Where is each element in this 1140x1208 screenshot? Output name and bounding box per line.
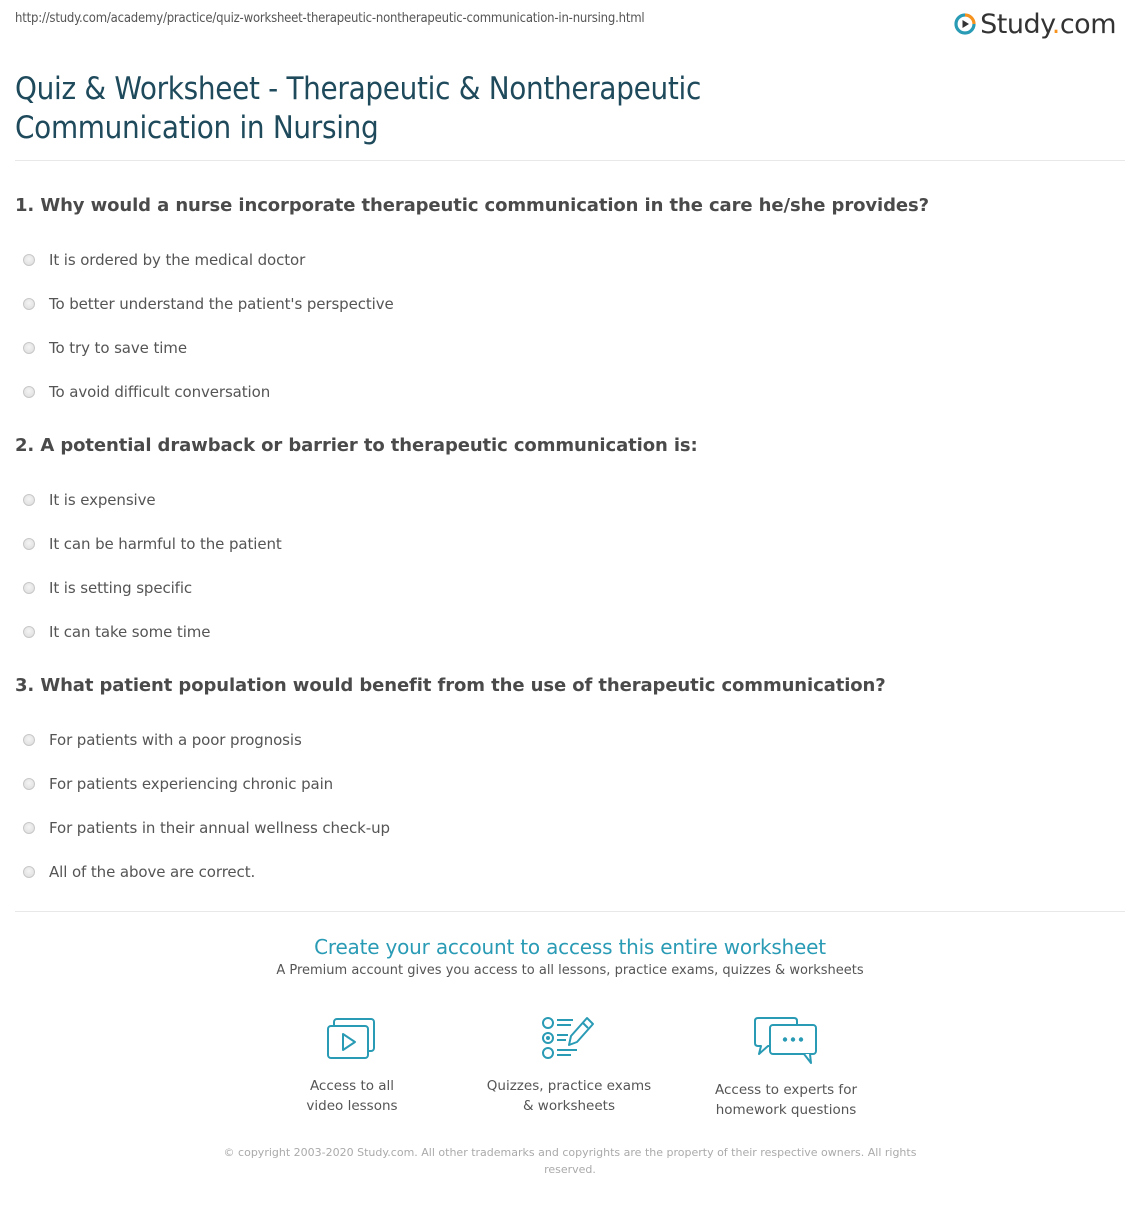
feature-label: Access to all video lessons: [306, 1078, 398, 1114]
feature-video-lessons: [252, 1016, 452, 1116]
choice-list: [15, 478, 1125, 654]
question-text: 2. A potential drawback or barrier to therapeutic communication is:: [15, 435, 698, 456]
answer-choice[interactable]: [15, 522, 1125, 566]
questions-divider: [15, 911, 1125, 912]
radio-button[interactable]: [23, 626, 35, 638]
answer-choice[interactable]: [15, 850, 1125, 894]
radio-button[interactable]: [23, 778, 35, 790]
radio-button[interactable]: [23, 254, 35, 266]
radio-button[interactable]: [23, 866, 35, 878]
answer-choice[interactable]: [15, 610, 1125, 654]
create-account-link[interactable]: Create your account to access this entire worksheet: [314, 935, 826, 959]
choice-label: All of the above are correct.: [49, 863, 256, 881]
logo-text-main: Study: [980, 8, 1052, 40]
radio-button[interactable]: [23, 494, 35, 506]
title-divider: [15, 160, 1125, 161]
radio-button[interactable]: [23, 298, 35, 310]
radio-button[interactable]: [23, 822, 35, 834]
create-account-section: [0, 935, 1140, 978]
answer-choice[interactable]: [15, 762, 1125, 806]
choice-label: It can be harmful to the patient: [49, 535, 282, 553]
choice-label: To try to save time: [49, 339, 187, 357]
logo-text-dot: .: [1051, 8, 1060, 40]
answer-choice[interactable]: [15, 238, 1125, 282]
premium-description: A Premium account gives you access to all lessons, practice exams, quizzes & worksheets: [276, 963, 864, 978]
choice-label: To avoid difficult conversation: [49, 383, 271, 401]
radio-button[interactable]: [23, 386, 35, 398]
page-url: http://study.com/academy/practice/quiz-worksheet-therapeutic-nontherapeutic-communication-in-nursing.html: [15, 11, 645, 26]
question-text: 1. Why would a nurse incorporate therapeutic communication in the care he/she provides?: [15, 195, 929, 216]
choice-label: For patients experiencing chronic pain: [49, 775, 334, 793]
answer-choice[interactable]: [15, 478, 1125, 522]
chat-bubbles-icon: [754, 1016, 818, 1066]
logo-text: [980, 9, 1116, 40]
radio-button[interactable]: [23, 342, 35, 354]
radio-button[interactable]: [23, 734, 35, 746]
feature-quizzes: [469, 1016, 669, 1116]
choice-label: For patients with a poor prognosis: [49, 731, 302, 749]
feature-label: Quizzes, practice exams & worksheets: [486, 1078, 652, 1114]
radio-button[interactable]: [23, 538, 35, 550]
study-com-logo[interactable]: [954, 6, 1116, 42]
logo-text-tld: com: [1059, 8, 1116, 40]
choice-label: It is expensive: [49, 491, 156, 509]
question-1: [15, 194, 1125, 414]
answer-choice[interactable]: [15, 718, 1125, 762]
choice-label: To better understand the patient's perspective: [49, 295, 394, 313]
quiz-checklist-icon: [541, 1016, 597, 1062]
choice-label: It is setting specific: [49, 579, 193, 597]
choice-label: It can take some time: [49, 623, 211, 641]
answer-choice[interactable]: [15, 566, 1125, 610]
question-text: 3. What patient population would benefit from the use of therapeutic communication?: [15, 675, 886, 696]
play-circle-logo-icon: [954, 13, 976, 35]
feature-label: Access to experts for homework questions: [714, 1082, 857, 1118]
feature-experts: [686, 1016, 886, 1120]
question-2: [15, 434, 1125, 654]
question-3: [15, 674, 1125, 894]
choice-label: For patients in their annual wellness check-up: [49, 819, 390, 837]
answer-choice[interactable]: [15, 806, 1125, 850]
radio-button[interactable]: [23, 582, 35, 594]
choice-list: [15, 238, 1125, 414]
answer-choice[interactable]: [15, 282, 1125, 326]
choice-label: It is ordered by the medical doctor: [49, 251, 306, 269]
page-title: Quiz & Worksheet - Therapeutic & Nontherapeutic Communication in Nursing: [15, 71, 701, 146]
answer-choice[interactable]: [15, 326, 1125, 370]
choice-list: [15, 718, 1125, 894]
video-lessons-icon: [326, 1016, 378, 1062]
copyright-footer: © copyright 2003-2020 Study.com. All other trademarks and copyrights are the property of their respective owners. All rights reserved.: [223, 1146, 917, 1176]
answer-choice[interactable]: [15, 370, 1125, 414]
